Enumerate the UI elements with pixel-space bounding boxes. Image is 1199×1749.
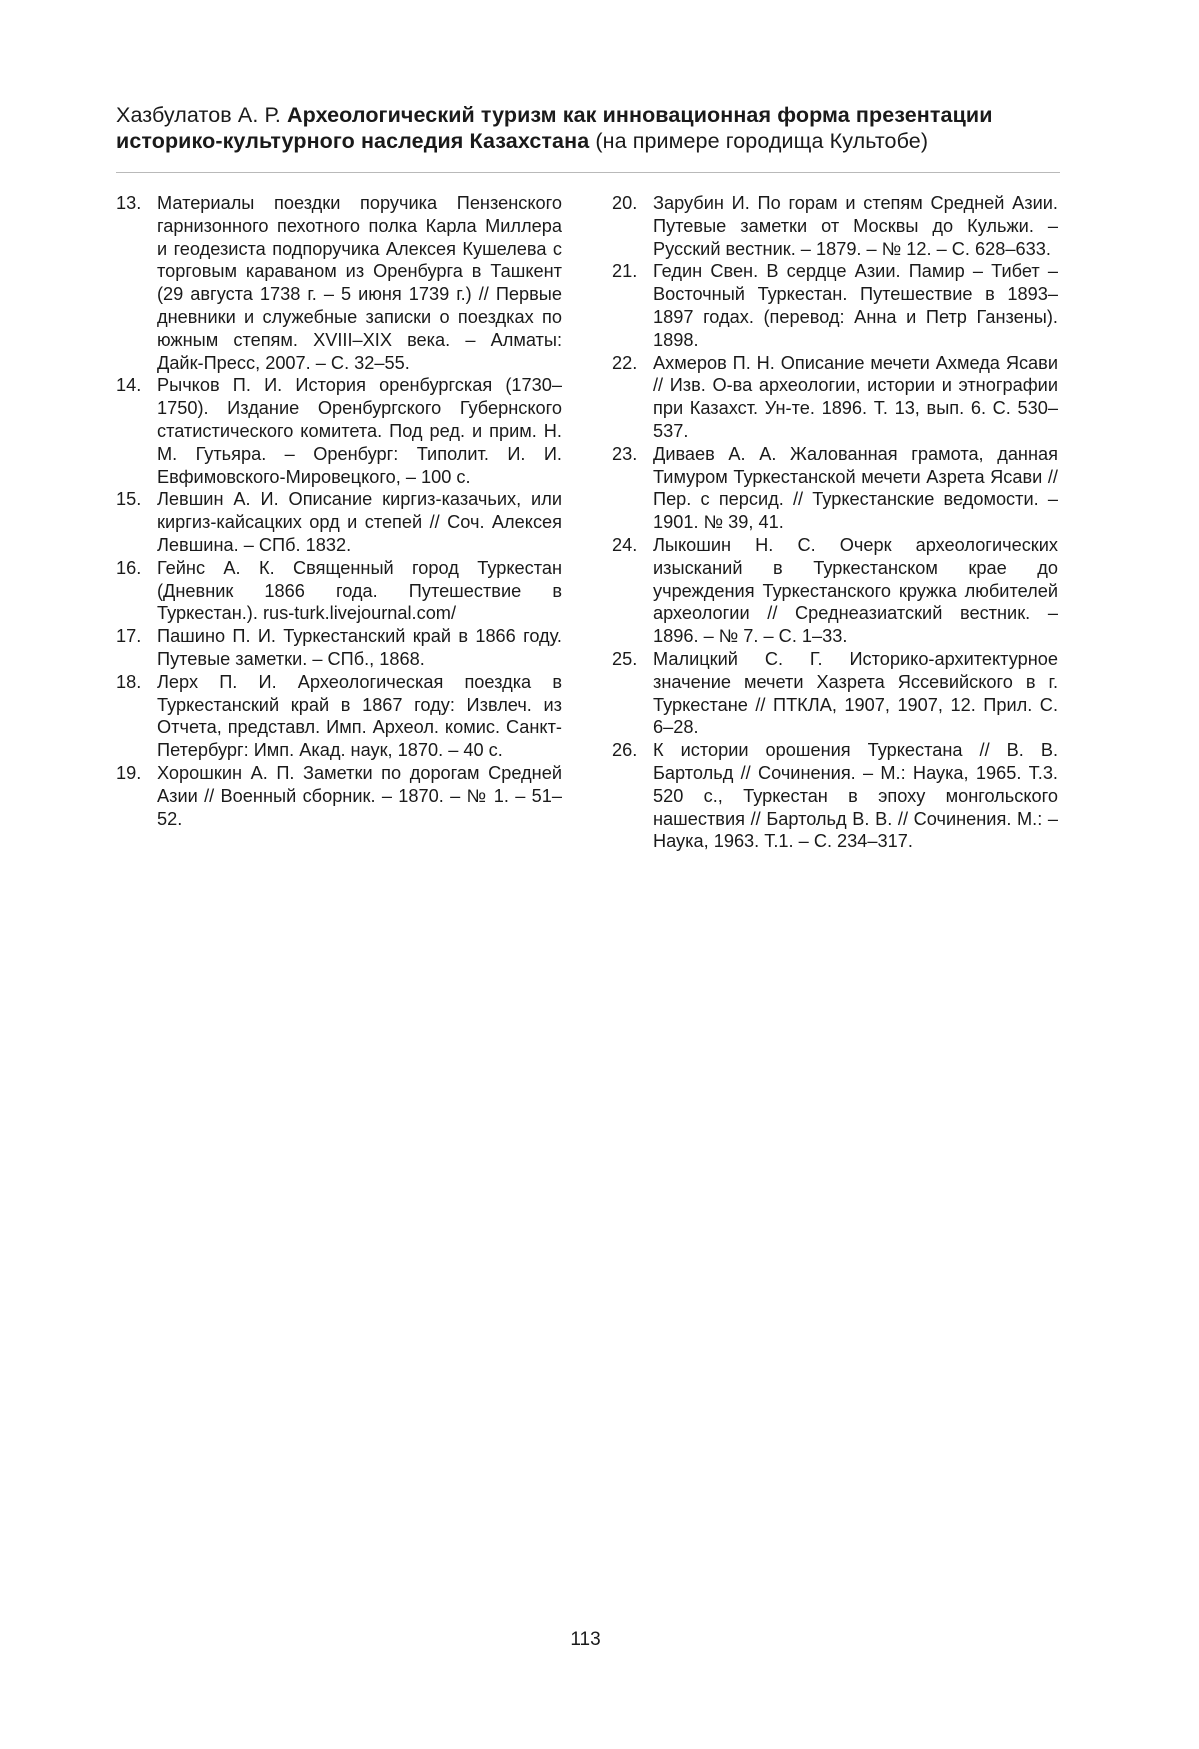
reference-item bbox=[612, 192, 1058, 260]
reference-number: 20. bbox=[612, 193, 638, 213]
references-right-column bbox=[612, 192, 1058, 853]
reference-item bbox=[612, 443, 1058, 534]
header-title: Археологический туризм как инновационная форма презентации историко-культурного наследия Казахстана bbox=[116, 103, 993, 153]
header-author: Хазбулатов А. Р. bbox=[116, 103, 287, 127]
reference-number: 16. bbox=[116, 557, 142, 578]
reference-text: Материалы поездки поручика Пензенского гарнизонного пехотного полка Карла Миллера и геодезиста подпоручика Алексея Кушелева с торговым караваном из Оренбурга в Ташкент (29 августа 1738 г. – 5 июня 1739 г.) // Первые дневники и служебные записки о поездках по южным степям. XVIII–XIX века. – Алматы: Дайк-Пресс, 2007. – С. 32–55. bbox=[157, 193, 562, 373]
reference-number: 18. bbox=[116, 671, 142, 692]
reference-item bbox=[612, 260, 1058, 351]
reference-item bbox=[116, 762, 562, 830]
reference-number: 25. bbox=[612, 648, 638, 669]
header-divider bbox=[116, 172, 1060, 173]
reference-number: 21. bbox=[612, 261, 638, 282]
reference-item bbox=[612, 648, 1058, 739]
reference-number: 24. bbox=[612, 534, 638, 555]
reference-text: К истории орошения Туркестана // В. В. Бартольд // Сочинения. – М.: Наука, 1965. Т.3. 520 с., Туркестан в эпоху монгольского нашествия // Бартольд В. В. // Сочинения. М.: – Наука, 1963. Т.1. – С. 234–317. bbox=[653, 740, 1058, 852]
reference-text: Лерх П. И. Археологическая поездка в Туркестанский край в 1867 году: Извлеч. из Отчета, представл. Имп. Археол. комис. Санкт-Петербург: Имп. Акад. наук, 1870. – 40 с. bbox=[157, 671, 562, 761]
reference-text: Пашино П. И. Туркестанский край в 1866 году. Путевые заметки. – СПб., 1868. bbox=[157, 626, 562, 669]
reference-text: Диваев А. А. Жалованная грамота, данная Тимуром Туркестанской мечети Азрета Ясави // Пер. с персид. // Туркестанские ведомости. – 1901. № 39, 41. bbox=[653, 443, 1058, 533]
reference-number: 17. bbox=[116, 626, 142, 647]
reference-number: 19. bbox=[116, 762, 142, 783]
reference-number: 23. bbox=[612, 443, 638, 464]
reference-item bbox=[116, 557, 562, 625]
reference-item bbox=[116, 374, 562, 488]
reference-item bbox=[116, 625, 562, 671]
reference-text: Рычков П. И. История оренбургская (1730–1750). Издание Оренбургского Губернского статистического комитета. Под ред. и прим. Н. М. Гутьяра. – Оренбург: Типолит. И. И. Евфимовского-Мировецкого, – 100 с. bbox=[157, 375, 562, 487]
reference-text: Лыкошин Н. С. Очерк археологических изысканий в Туркестанском крае до учреждения Туркестанского кружка любителей археологии // Среднеазиатский вестник. – 1896. – № 7. – С. 1–33. bbox=[653, 534, 1058, 647]
reference-item bbox=[612, 739, 1058, 853]
header-subtitle: (на примере городища Культобе) bbox=[589, 129, 929, 153]
reference-item bbox=[116, 192, 562, 374]
reference-text: Малицкий С. Г. Историко-архитектурное значение мечети Хазрета Яссевийского в г. Туркестане // ПТКЛА, 1907, 1907, 12. Прил. С. 6–28. bbox=[653, 648, 1058, 738]
reference-text: Ахмеров П. Н. Описание мечети Ахмеда Ясави // Изв. О-ва археологии, истории и этнографии при Казахст. Ун-те. 1896. Т. 13, вып. 6. С. 530–537. bbox=[653, 352, 1058, 441]
reference-number: 26. bbox=[612, 740, 638, 761]
reference-text: Гейнс А. К. Священный город Туркестан (Дневник 1866 года. Путешествие в Туркестан.). rus-turk.livejournal.com/ bbox=[157, 557, 562, 624]
reference-text: Гедин Свен. В сердце Азии. Памир – Тибет – Восточный Туркестан. Путешествие в 1893–1897 годах. (перевод: Анна и Петр Ганзены). 1898. bbox=[653, 261, 1058, 350]
page-number: 113 bbox=[570, 1629, 601, 1650]
references-left-column bbox=[116, 192, 562, 830]
reference-number: 15. bbox=[116, 489, 142, 510]
reference-text: Левшин А. И. Описание киргиз-казачьих, или киргиз-кайсацких орд и степей // Соч. Алексея Левшина. – СПб. 1832. bbox=[157, 489, 562, 555]
running-header bbox=[116, 102, 1060, 154]
reference-item bbox=[612, 352, 1058, 443]
reference-text: Зарубин И. По горам и степям Средней Азии. Путевые заметки от Москвы до Кульжи. – Русский вестник. – 1879. – № 12. – С. 628–633. bbox=[653, 193, 1058, 259]
reference-text: Хорошкин А. П. Заметки по дорогам Средней Азии // Военный сборник. – 1870. – № 1. – 51–52. bbox=[157, 762, 562, 829]
reference-item bbox=[116, 488, 562, 556]
reference-number: 13. bbox=[116, 193, 142, 213]
reference-number: 14. bbox=[116, 375, 142, 396]
reference-number: 22. bbox=[612, 352, 638, 373]
reference-item bbox=[612, 534, 1058, 648]
reference-item bbox=[116, 671, 562, 762]
